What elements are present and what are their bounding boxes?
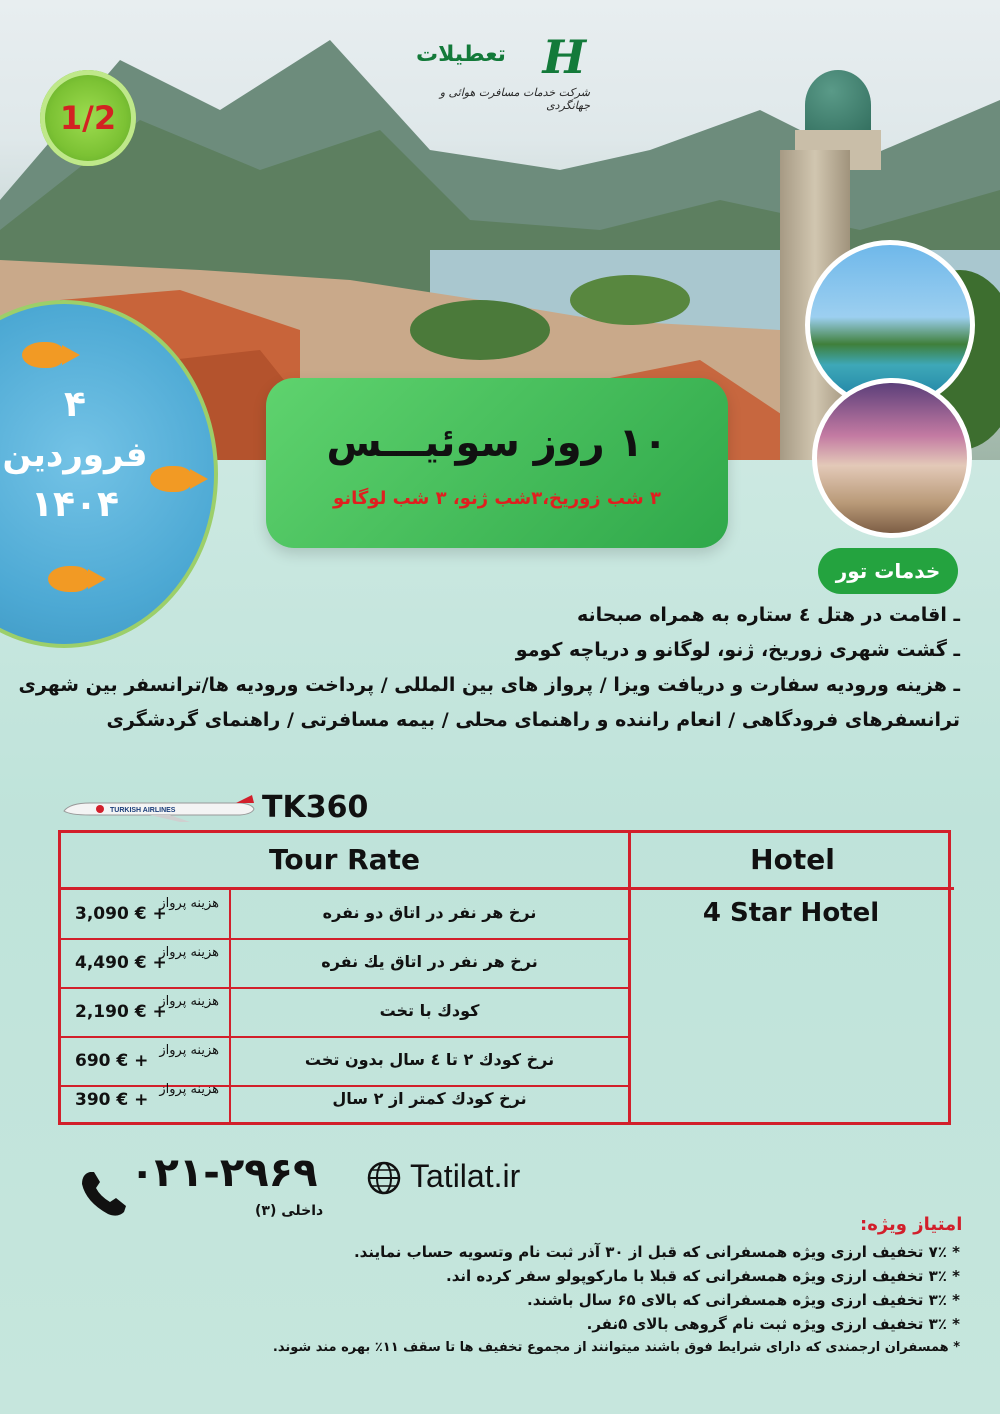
service-item: ترانسفرهای فرودگاهی / انعام راننده و راهنمای محلی / بیمه مسافرتی / راهنمای گردشگری <box>106 709 960 731</box>
brand-name: تعطیلات <box>416 42 506 67</box>
tour-rate-header: Tour Rate <box>61 833 628 890</box>
tour-title: ۱۰ روز سوئیـــس <box>326 420 668 466</box>
brand-logo[interactable] <box>410 30 590 110</box>
privilege-item: * ۷٪ تخفیف ارزی ویژه همسفرانی که قبل از ۳۰ آذر ثبت نام وتسویه حساب نمایند. <box>353 1243 960 1261</box>
globe-icon <box>366 1160 402 1196</box>
privileges-list <box>240 1240 960 1360</box>
table-row <box>61 890 628 940</box>
price-label: هزینه پرواز <box>159 994 219 1009</box>
price-cell <box>61 1076 231 1122</box>
flight-code: TK360 <box>262 790 369 825</box>
price-label: هزینه پرواز <box>159 1082 219 1097</box>
departure-day: ۴ <box>64 384 86 425</box>
phone-icon[interactable] <box>78 1168 130 1220</box>
rate-table <box>58 830 951 1125</box>
privileges-title: امتیاز ویژه: <box>860 1214 963 1235</box>
price-label: هزینه پرواز <box>159 896 219 911</box>
departure-month: فروردین <box>2 435 148 475</box>
brand-tagline: شرکت خدمات مسافرت هوائی و جهانگردی <box>439 86 590 112</box>
tour-itinerary: ۳ شب زوریخ،۳شب ژنو، ۳ شب لوگانو <box>333 488 661 509</box>
airplane-icon <box>60 795 256 823</box>
lugano-night-photo <box>812 378 972 538</box>
services-list <box>18 598 960 738</box>
price-value: 3,090 € + <box>75 904 167 924</box>
website-link[interactable]: Tatilat.ir <box>410 1158 521 1194</box>
hotel-value: 4 Star Hotel <box>628 890 951 1122</box>
price-value: 690 € + <box>75 1051 149 1071</box>
price-cell <box>61 939 231 987</box>
price-label: هزینه پرواز <box>159 945 219 960</box>
services-heading: خدمات تور <box>818 548 958 594</box>
service-item: ـ اقامت در هتل ٤ ستاره به همراه صبحانه <box>576 604 960 626</box>
privilege-item: * ۳٪ تخفیف ارزی ویژه ثبت نام گروهی بالای ۵نفر. <box>586 1315 960 1333</box>
goldfish-icon <box>22 342 64 368</box>
price-value: 390 € + <box>75 1090 149 1110</box>
service-item: ـ گشت شهری زوریخ، ژنو، لوگانو و دریاچه کومو <box>515 639 960 661</box>
table-row <box>61 1076 628 1122</box>
table-row <box>61 939 628 989</box>
table-row <box>61 988 628 1038</box>
goldfish-icon <box>150 466 192 492</box>
privilege-item: * ۳٪ تخفیف ارزی ویژه همسفرانی که بالای ۶۵ سال باشند. <box>527 1291 960 1309</box>
tour-title-box <box>266 378 728 548</box>
date-badge: 1/2 <box>40 70 136 166</box>
price-cell <box>61 890 231 938</box>
rate-description: نرخ هر نفر در اتاق یك نفره <box>321 952 538 971</box>
rate-description: نرخ هر نفر در اتاق دو نفره <box>322 903 537 922</box>
airline-name: TURKISH AIRLINES <box>110 807 176 814</box>
privilege-item: * ۳٪ تخفیف ارزی ویژه همسفرانی که قبلا با مارکوپولو سفر کرده اند. <box>446 1267 960 1285</box>
rate-description: نرخ کودك کمتر از ۲ سال <box>332 1089 527 1108</box>
rate-description: کودك با تخت <box>379 1001 480 1020</box>
phone-number[interactable]: ۰۲۱-۲۹۶۹ <box>130 1150 318 1196</box>
departure-year: ۱۴۰۴ <box>31 484 119 525</box>
brand-mark: H <box>542 30 582 84</box>
goldfish-icon <box>48 566 90 592</box>
departure-date <box>0 380 150 530</box>
privilege-item: * همسفران ارجمندی که دارای شرایط فوق باشند میتوانند از مجموع تخفیف ها تا سقف ۱۱٪ بهره مند شوند. <box>272 1340 960 1355</box>
price-value: 4,490 € + <box>75 953 167 973</box>
phone-extension: داخلی (۳) <box>255 1203 324 1219</box>
service-item: ـ هزینه ورودیه سفارت و دریافت ویزا / پرواز های بین المللی / پرداخت ورودیه ها/ترانسفر بین شهری <box>18 674 960 696</box>
hotel-header: Hotel <box>628 833 954 890</box>
rate-description: نرخ کودك ۲ تا ٤ سال بدون تخت <box>304 1050 555 1069</box>
price-cell <box>61 988 231 1036</box>
price-value: 2,190 € + <box>75 1002 167 1022</box>
price-label: هزینه پرواز <box>159 1043 219 1058</box>
